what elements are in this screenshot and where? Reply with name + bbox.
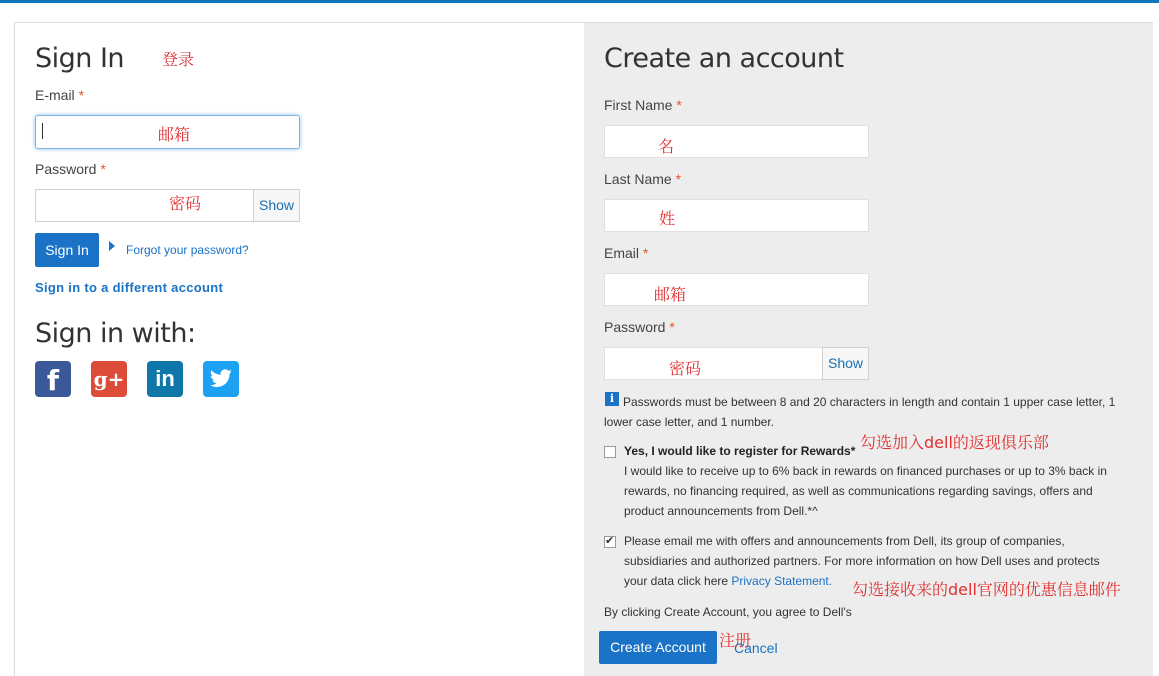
rewards-note: 勾选加入dell的返现俱乐部 <box>860 433 1049 452</box>
create-email-label-text: Email <box>604 245 640 261</box>
create-account-button[interactable]: Create Account <box>599 631 717 664</box>
signin-title: Sign In <box>35 43 125 74</box>
create-account-title: Create an account <box>604 43 844 74</box>
password-rules-line2: lower case letter, and 1 number. <box>604 415 775 429</box>
rewards-checkbox[interactable] <box>604 446 616 458</box>
rewards-text-line2: rewards, no financing required, as well as communications regarding savings, offers and <box>624 484 1093 498</box>
top-accent-line <box>0 0 1159 3</box>
caret-right-icon <box>109 241 115 251</box>
create-password-hint: 密码 <box>669 359 702 378</box>
required-mark: * <box>100 161 106 177</box>
signin-email-hint: 邮箱 <box>158 125 191 144</box>
cancel-link[interactable]: Cancel <box>734 640 778 656</box>
twitter-bird-icon <box>209 369 233 389</box>
required-mark: * <box>642 245 649 261</box>
first-name-input[interactable] <box>604 125 869 158</box>
rewards-text-line3: product announcements from Dell.*^ <box>624 504 818 518</box>
first-name-label-text: First Name <box>604 97 673 113</box>
twitter-icon[interactable] <box>203 361 239 397</box>
signin-button[interactable]: Sign In <box>35 233 99 267</box>
first-name-label <box>604 97 682 113</box>
signin-password-hint: 密码 <box>169 194 202 213</box>
password-rules-line1: Passwords must be between 8 and 20 characters in length and contain 1 upper case letter, 1 <box>623 395 1116 409</box>
required-mark: * <box>675 171 682 187</box>
email-optin-line3 <box>624 571 832 591</box>
required-mark: * <box>676 97 682 113</box>
password-label <box>35 161 106 177</box>
required-mark: * <box>669 319 675 335</box>
signin-title-note: 登录 <box>162 50 195 69</box>
agree-text: By clicking Create Account, you agree to Dell's <box>604 605 852 619</box>
facebook-icon[interactable]: f <box>35 361 71 397</box>
google-plus-icon[interactable]: g+ <box>91 361 127 397</box>
signin-password-input[interactable] <box>35 189 254 222</box>
email-optin-line2: subsidiaries and authorized partners. For more information on how Dell uses and protects <box>624 554 1100 568</box>
create-password-label-text: Password <box>604 319 666 335</box>
create-email-label <box>604 245 648 261</box>
email-optin-line1: Please email me with offers and announcements from Dell, its group of companies, <box>624 534 1065 548</box>
last-name-label <box>604 171 681 187</box>
create-show-password-button[interactable]: Show <box>822 347 869 380</box>
rewards-text-line1: I would like to receive up to 6% back in rewards on financed purchases or up to 3% back in <box>624 464 1107 478</box>
create-email-hint: 邮箱 <box>654 285 687 304</box>
create-password-input[interactable] <box>604 347 823 380</box>
email-optin-checkbox[interactable] <box>604 536 616 548</box>
email-optin-line3-text: your data click here <box>624 574 732 588</box>
info-icon: i <box>605 392 619 406</box>
signin-email-input[interactable] <box>35 115 300 149</box>
create-email-input[interactable] <box>604 273 869 306</box>
password-label-text: Password <box>35 161 97 177</box>
signin-show-password-button[interactable]: Show <box>253 189 300 222</box>
text-caret <box>42 123 43 139</box>
create-password-label <box>604 319 675 335</box>
required-mark: * <box>78 87 85 103</box>
signin-with-title: Sign in with: <box>35 318 196 349</box>
forgot-password-link[interactable]: Forgot your password? <box>126 243 249 257</box>
email-optin-note: 勾选接收来的dell官网的优惠信息邮件 <box>852 580 1121 599</box>
last-name-hint: 姓 <box>659 209 676 228</box>
email-label-text: E-mail <box>35 87 75 103</box>
linkedin-icon[interactable]: in <box>147 361 183 397</box>
rewards-title: Yes, I would like to register for Rewards* <box>624 444 856 458</box>
first-name-hint: 名 <box>658 137 675 156</box>
last-name-label-text: Last Name <box>604 171 672 187</box>
different-account-link[interactable]: Sign in to a different account <box>35 280 224 295</box>
email-label <box>35 87 84 103</box>
register-note: 注册 <box>719 631 752 650</box>
last-name-input[interactable] <box>604 199 869 232</box>
privacy-statement-link[interactable]: Privacy Statement. <box>731 574 833 588</box>
